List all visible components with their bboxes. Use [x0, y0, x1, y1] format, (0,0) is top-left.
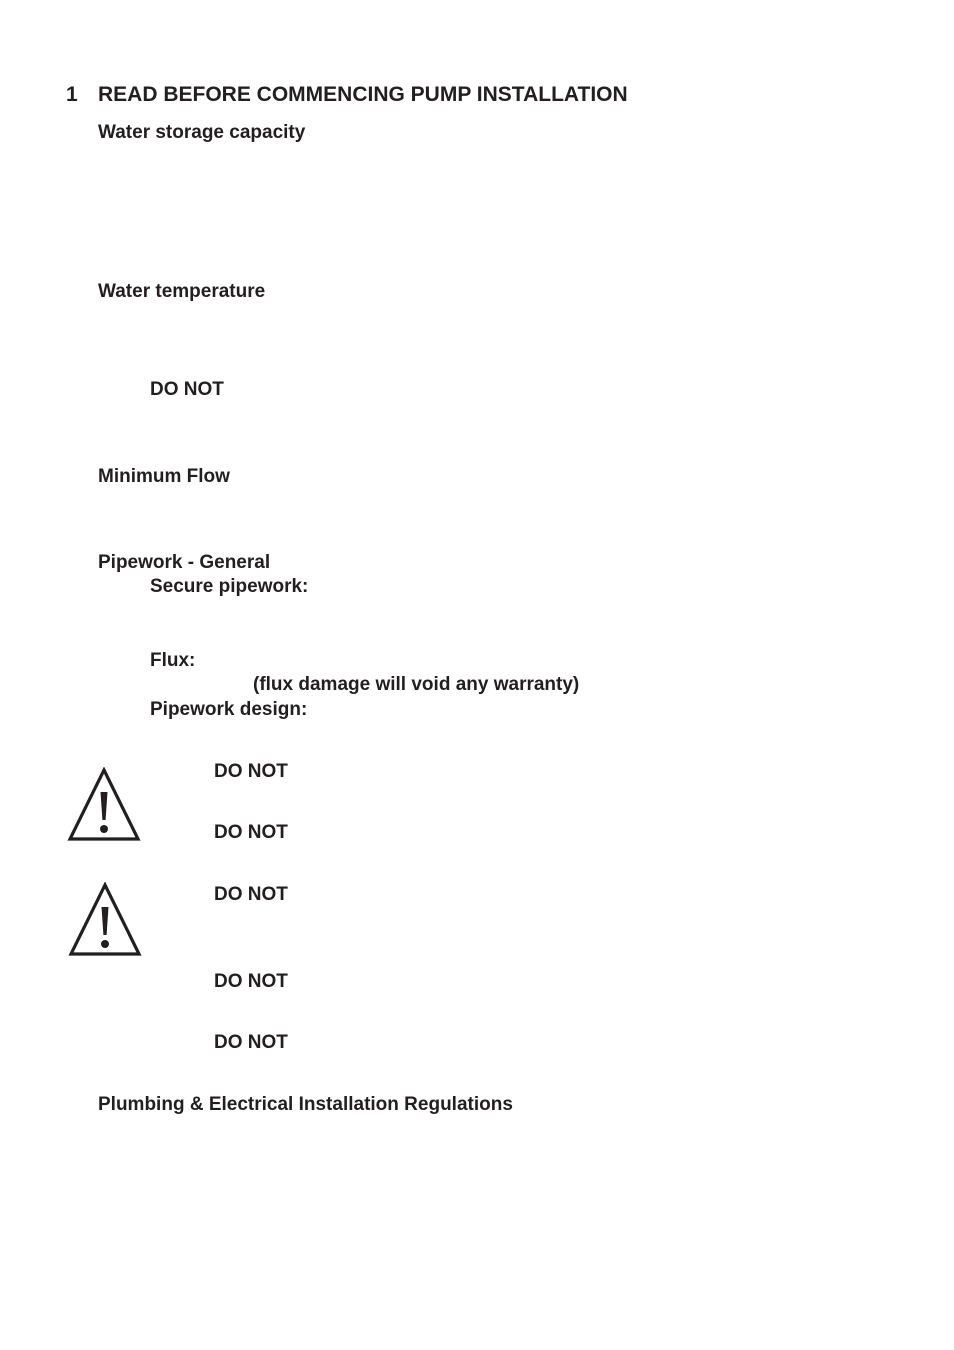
warning-triangle-icon — [67, 767, 141, 841]
warning-do-not: DO NOT — [214, 822, 288, 843]
pipework-design-label: Pipework design: — [150, 699, 308, 720]
heading-water-storage: Water storage capacity — [98, 122, 306, 143]
section-number: 1 — [66, 83, 78, 106]
heading-water-temperature: Water temperature — [98, 281, 266, 302]
water-temperature-do-not: DO NOT — [150, 379, 224, 400]
secure-pipework-label: Secure pipework: — [150, 576, 309, 597]
heading-regulations: Plumbing & Electrical Installation Regulations — [98, 1094, 513, 1115]
warning-triangle-icon — [68, 882, 142, 956]
heading-minimum-flow: Minimum Flow — [98, 466, 230, 487]
heading-pipework-general: Pipework - General — [98, 552, 271, 573]
warning-do-not: DO NOT — [214, 761, 288, 782]
flux-warranty-note: (flux damage will void any warranty) — [253, 674, 580, 695]
warning-do-not: DO NOT — [214, 1032, 288, 1053]
flux-label: Flux: — [150, 650, 196, 671]
warning-do-not: DO NOT — [214, 971, 288, 992]
warning-do-not: DO NOT — [214, 884, 288, 905]
section-title: READ BEFORE COMMENCING PUMP INSTALLATION — [98, 83, 628, 106]
